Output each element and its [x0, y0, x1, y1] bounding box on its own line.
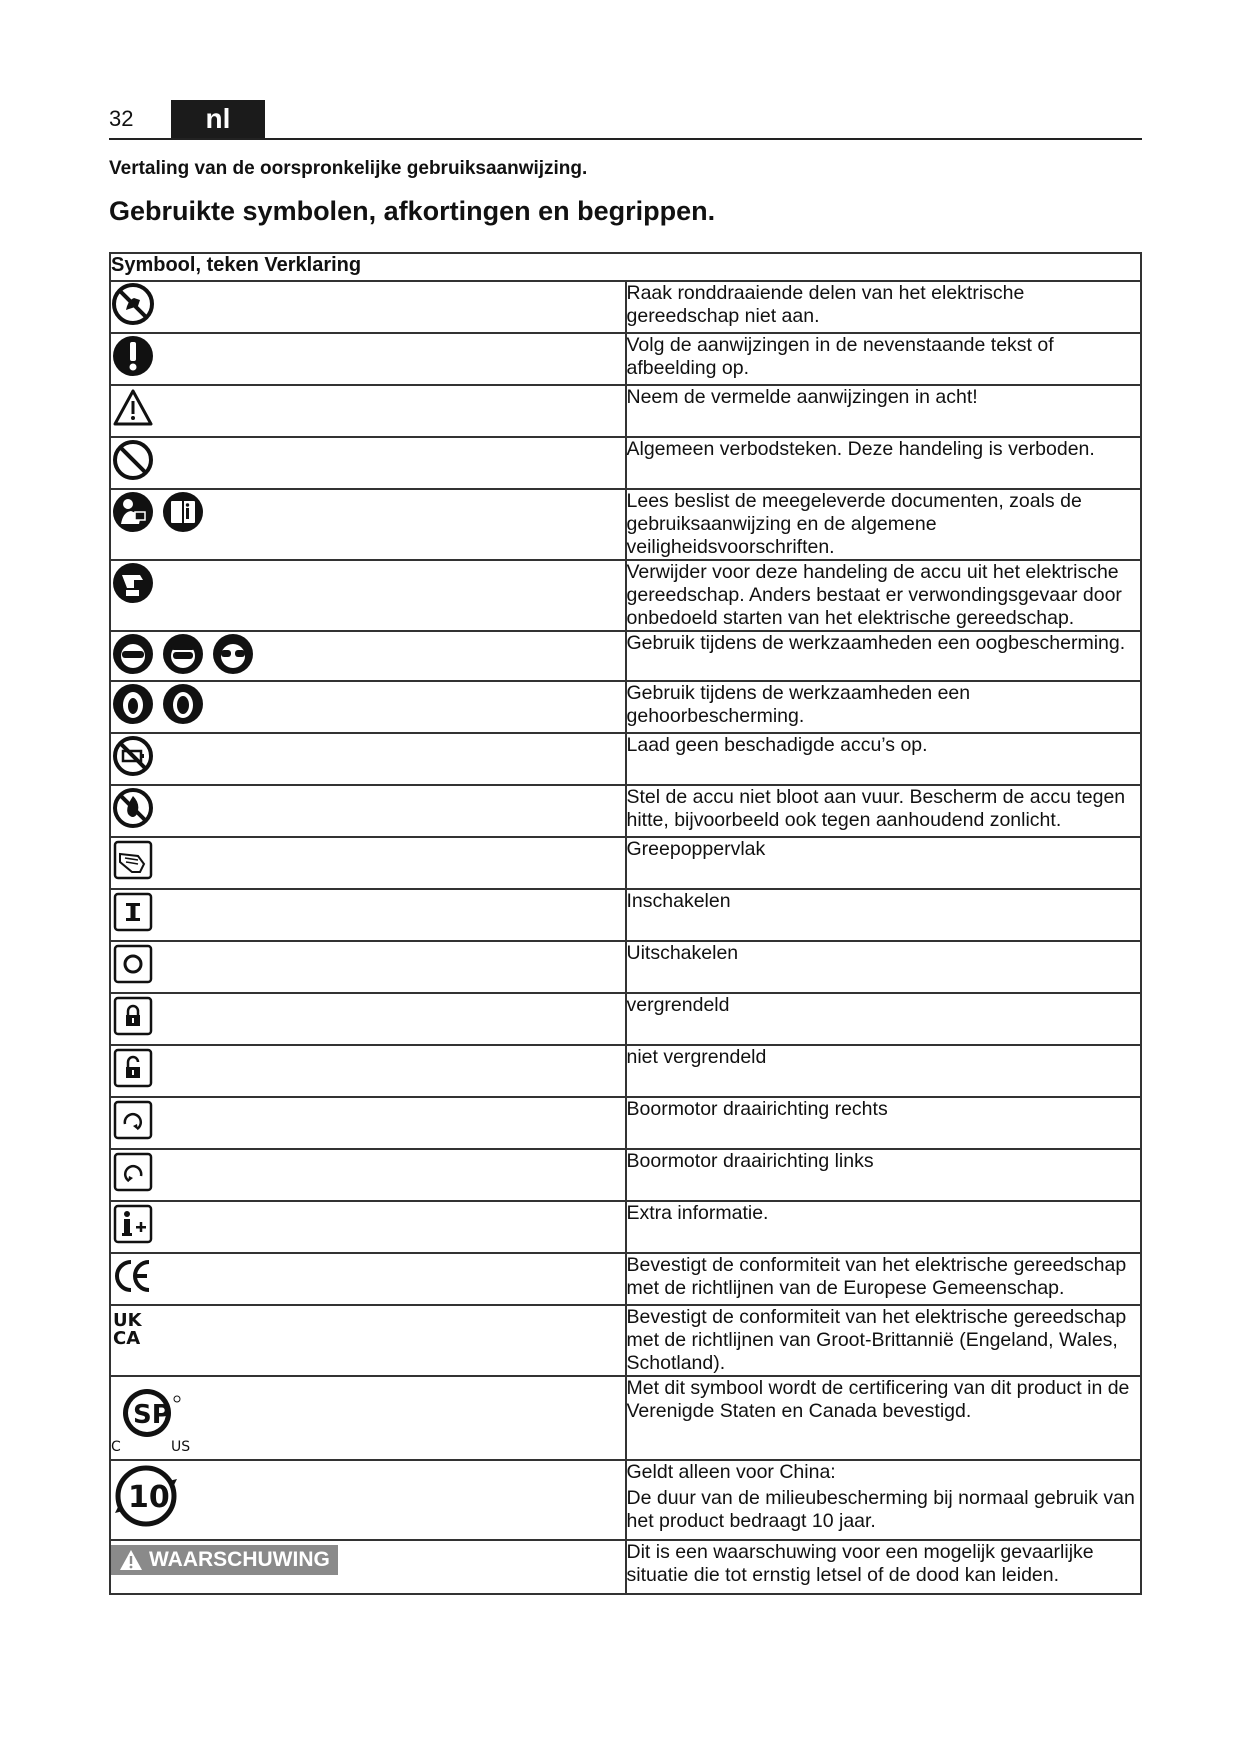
- grip-surface-icon: [111, 838, 155, 882]
- page-header: [109, 100, 1142, 140]
- row-description: Uitschakelen: [626, 941, 1142, 993]
- switch-on-icon: [111, 890, 155, 934]
- eye-protection-icon: [111, 632, 155, 676]
- row-description: Greepoppervlak: [626, 837, 1142, 889]
- row-description: Extra informatie.: [626, 1201, 1142, 1253]
- row-description: Verwijder voor deze handeling de accu uit het elektrische gereedschap. Anders bestaat er verwondingsgevaar door onbedoeld starten van het elektrische gereedschap.: [626, 560, 1142, 631]
- csa-us: US: [171, 1439, 191, 1455]
- switch-off-icon: [111, 942, 155, 986]
- table-row: [110, 631, 1141, 681]
- prohibition-icon: [111, 438, 155, 482]
- face-shield-icon: [161, 632, 205, 676]
- warning-label-text: WAARSCHUWING: [149, 1548, 330, 1571]
- extra-info-icon: [111, 1202, 155, 1246]
- table-row: [110, 1460, 1141, 1540]
- table-row: [110, 1201, 1141, 1253]
- table-row: [110, 941, 1141, 993]
- row-description: niet vergrendeld: [626, 1045, 1142, 1097]
- table-row: [110, 837, 1141, 889]
- table-row: [110, 281, 1141, 333]
- symbols-table: [109, 252, 1142, 1595]
- row-description: Geldt alleen voor China:: [626, 1461, 836, 1483]
- row-description-detail: De duur van de milieubescherming bij normaal gebruik van het product bedraagt 10 jaar.: [626, 1487, 1135, 1532]
- csa-c: C: [111, 1439, 121, 1455]
- ear-muffs-icon: [111, 682, 155, 726]
- warning-triangle-icon: [111, 386, 155, 430]
- row-description: Raak ronddraaiende delen van het elektrische gereedschap niet aan.: [626, 281, 1142, 333]
- table-row: [110, 1149, 1141, 1201]
- table-header: Symbool, teken Verklaring: [110, 253, 1141, 281]
- csa-sp: SP: [133, 1400, 171, 1430]
- row-description: Gebruik tijdens de werkzaamheden een oogbescherming.: [626, 631, 1142, 681]
- rotation-left-icon: [111, 1150, 155, 1194]
- no-charge-damaged-battery-icon: [111, 734, 155, 778]
- row-description: Inschakelen: [626, 889, 1142, 941]
- table-row: [110, 1097, 1141, 1149]
- remove-battery-icon: [111, 561, 155, 605]
- read-manual-icon: [161, 490, 205, 534]
- language-tab: nl: [171, 100, 265, 138]
- table-row: [110, 437, 1141, 489]
- unlocked-icon: [111, 1046, 155, 1090]
- mandatory-exclamation-icon: [111, 334, 155, 378]
- china-10-years-icon: [111, 1461, 181, 1531]
- no-fire-battery-icon: [111, 786, 155, 830]
- row-description: Gebruik tijdens de werkzaamheden een gehoorbescherming.: [626, 681, 1142, 733]
- page-number: 32: [109, 106, 134, 131]
- ukca-top: UK: [113, 1310, 142, 1331]
- ce-mark-icon: [111, 1254, 155, 1298]
- ukca-mark-icon: [111, 1306, 155, 1350]
- row-description: Algemeen verbodsteken. Deze handeling is verboden.: [626, 437, 1142, 489]
- ear-protection-icon: [161, 682, 205, 726]
- row-description: Bevestigt de conformiteit van het elektrische gereedschap met de richtlijnen van de Europese Gemeenschap.: [626, 1253, 1142, 1305]
- table-row: [110, 733, 1141, 785]
- table-row: [110, 1045, 1141, 1097]
- table-row: [110, 1540, 1141, 1594]
- read-manual-person-icon: [111, 490, 155, 534]
- table-header-row: [110, 253, 1141, 281]
- table-row: [110, 889, 1141, 941]
- csa-mark-icon: [111, 1377, 201, 1455]
- safety-goggles-icon: [211, 632, 255, 676]
- table-row: [110, 993, 1141, 1045]
- china-10: 10: [128, 1480, 170, 1515]
- rotation-right-icon: [111, 1098, 155, 1142]
- table-row: [110, 1253, 1141, 1305]
- document-subtitle: Vertaling van de oorspronkelijke gebruiksaanwijzing.: [109, 158, 588, 179]
- row-description: Met dit symbool wordt de certificering van dit product in de Verenigde Staten en Canada bevestigd.: [626, 1376, 1142, 1460]
- no-touch-rotating-icon: [111, 282, 155, 326]
- row-description: Boormotor draairichting rechts: [626, 1097, 1142, 1149]
- table-row: [110, 385, 1141, 437]
- warning-label-icon: [119, 1549, 143, 1571]
- row-description: Laad geen beschadigde accu’s op.: [626, 733, 1142, 785]
- table-row: [110, 785, 1141, 837]
- row-description: vergrendeld: [626, 993, 1142, 1045]
- table-row: [110, 681, 1141, 733]
- row-description: Stel de accu niet bloot aan vuur. Bescherm de accu tegen hitte, bijvoorbeeld ook tegen aanhoudend zonlicht.: [626, 785, 1142, 837]
- locked-icon: [111, 994, 155, 1038]
- table-row: [110, 560, 1141, 631]
- row-description: Neem de vermelde aanwijzingen in acht!: [626, 385, 1142, 437]
- row-description: Dit is een waarschuwing voor een mogelijk gevaarlijke situatie die tot ernstig letsel of de dood kan leiden.: [626, 1540, 1142, 1594]
- ukca-bottom: CA: [113, 1328, 141, 1349]
- warning-label: [111, 1545, 338, 1575]
- row-description: Bevestigt de conformiteit van het elektrische gereedschap met de richtlijnen van Groot-Brittannië (Engeland, Wales, Schotland).: [626, 1305, 1142, 1376]
- row-description: Boormotor draairichting links: [626, 1149, 1142, 1201]
- table-row: [110, 1305, 1141, 1376]
- table-row: [110, 489, 1141, 560]
- table-row: [110, 333, 1141, 385]
- table-row: [110, 1376, 1141, 1460]
- page-title: Gebruikte symbolen, afkortingen en begrippen.: [109, 196, 716, 226]
- row-description: Volg de aanwijzingen in de nevenstaande tekst of afbeelding op.: [626, 333, 1142, 385]
- row-description: Lees beslist de meegeleverde documenten, zoals de gebruiksaanwijzing en de algemene veiligheidsvoorschriften.: [626, 489, 1142, 560]
